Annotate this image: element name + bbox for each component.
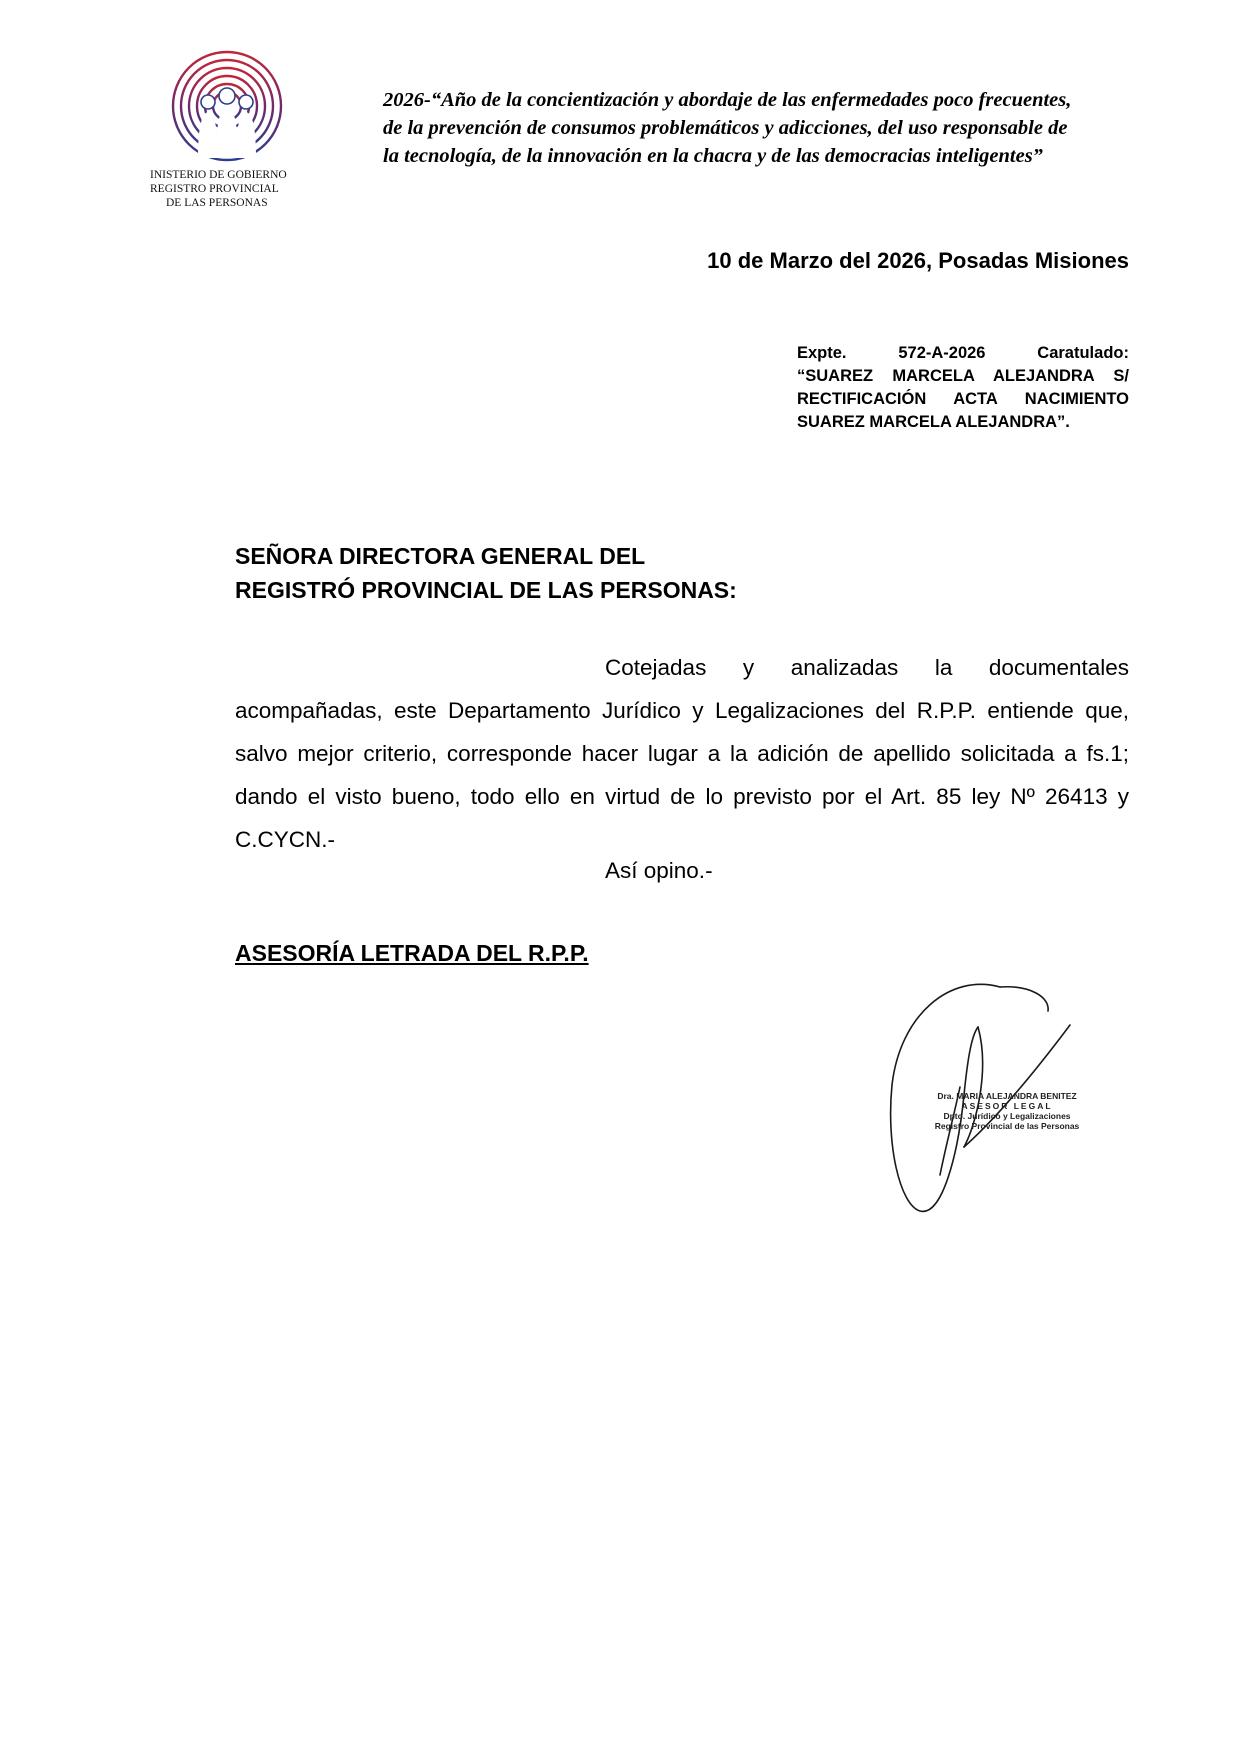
case-number: 572-A-2026 <box>898 344 986 362</box>
signature-and-stamp <box>880 975 1080 1225</box>
addressee <box>235 539 737 607</box>
year-motto <box>383 86 1163 170</box>
date-place: 10 de Marzo del 2026, Posadas Misiones <box>707 248 1129 273</box>
stamp-institution: Registro Provincial de las Personas <box>934 1121 1080 1131</box>
motto-line-3: la tecnología, de la innovación en la chacra y de las democracias inteligentes” <box>383 145 1043 167</box>
official-stamp <box>932 1091 1082 1131</box>
fingerprint-people-logo-icon <box>168 48 286 164</box>
institution-line-2: REGISTRO PROVINCIAL <box>150 183 279 195</box>
case-title-line-1: “SUAREZ MARCELA ALEJANDRA S/ <box>797 367 1129 385</box>
stamp-name: Dra. MARIA ALEJANDRA BENITEZ <box>937 1091 1077 1101</box>
closing-phrase: Así opino.- <box>605 858 713 883</box>
institution-line-1: INISTERIO DE GOBIERNO <box>150 169 287 181</box>
institution-logo <box>150 48 320 218</box>
motto-line-2: de la prevención de consumos problemáticos y adicciones, del uso responsable de <box>383 117 1068 139</box>
case-label: Expte. <box>797 344 847 362</box>
case-reference <box>797 342 1129 434</box>
institution-line-3: DE LAS PERSONAS <box>166 197 268 209</box>
motto-line-1: 2026-“Año de la concientización y abordaje de las enfermedades poco frecuentes, <box>383 89 1072 111</box>
case-reference-row <box>797 342 1129 365</box>
case-caratulado-label: Caratulado: <box>1037 344 1129 362</box>
institution-name <box>150 168 330 210</box>
stamp-title: ASESOR LEGAL <box>961 1101 1053 1111</box>
stamp-department: Dpto. Jurídico y Legalizaciones <box>943 1111 1071 1121</box>
opinion-paragraph: Cotejadas y analizadas la documentales acompañadas, este Departamento Jurídico y Legalizaciones del R.P.P. entiende que, salvo mejor criterio, corresponde hacer lugar a la adición de apellido solicitada a fs.1; dando el visto bueno, todo ello en virtud de lo previsto por el Art. 85 ley Nº 26413 y C.CYCN.- <box>235 655 1129 852</box>
case-title-line-3: SUAREZ MARCELA ALEJANDRA”. <box>797 413 1070 431</box>
case-title-line-2: RECTIFICACIÓN ACTA NACIMIENTO <box>797 390 1129 408</box>
addressee-line-2: REGISTRÓ PROVINCIAL DE LAS PERSONAS: <box>235 577 737 603</box>
signatory-heading: ASESORÍA LETRADA DEL R.P.P. <box>235 940 589 966</box>
addressee-line-1: SEÑORA DIRECTORA GENERAL DEL <box>235 543 646 569</box>
